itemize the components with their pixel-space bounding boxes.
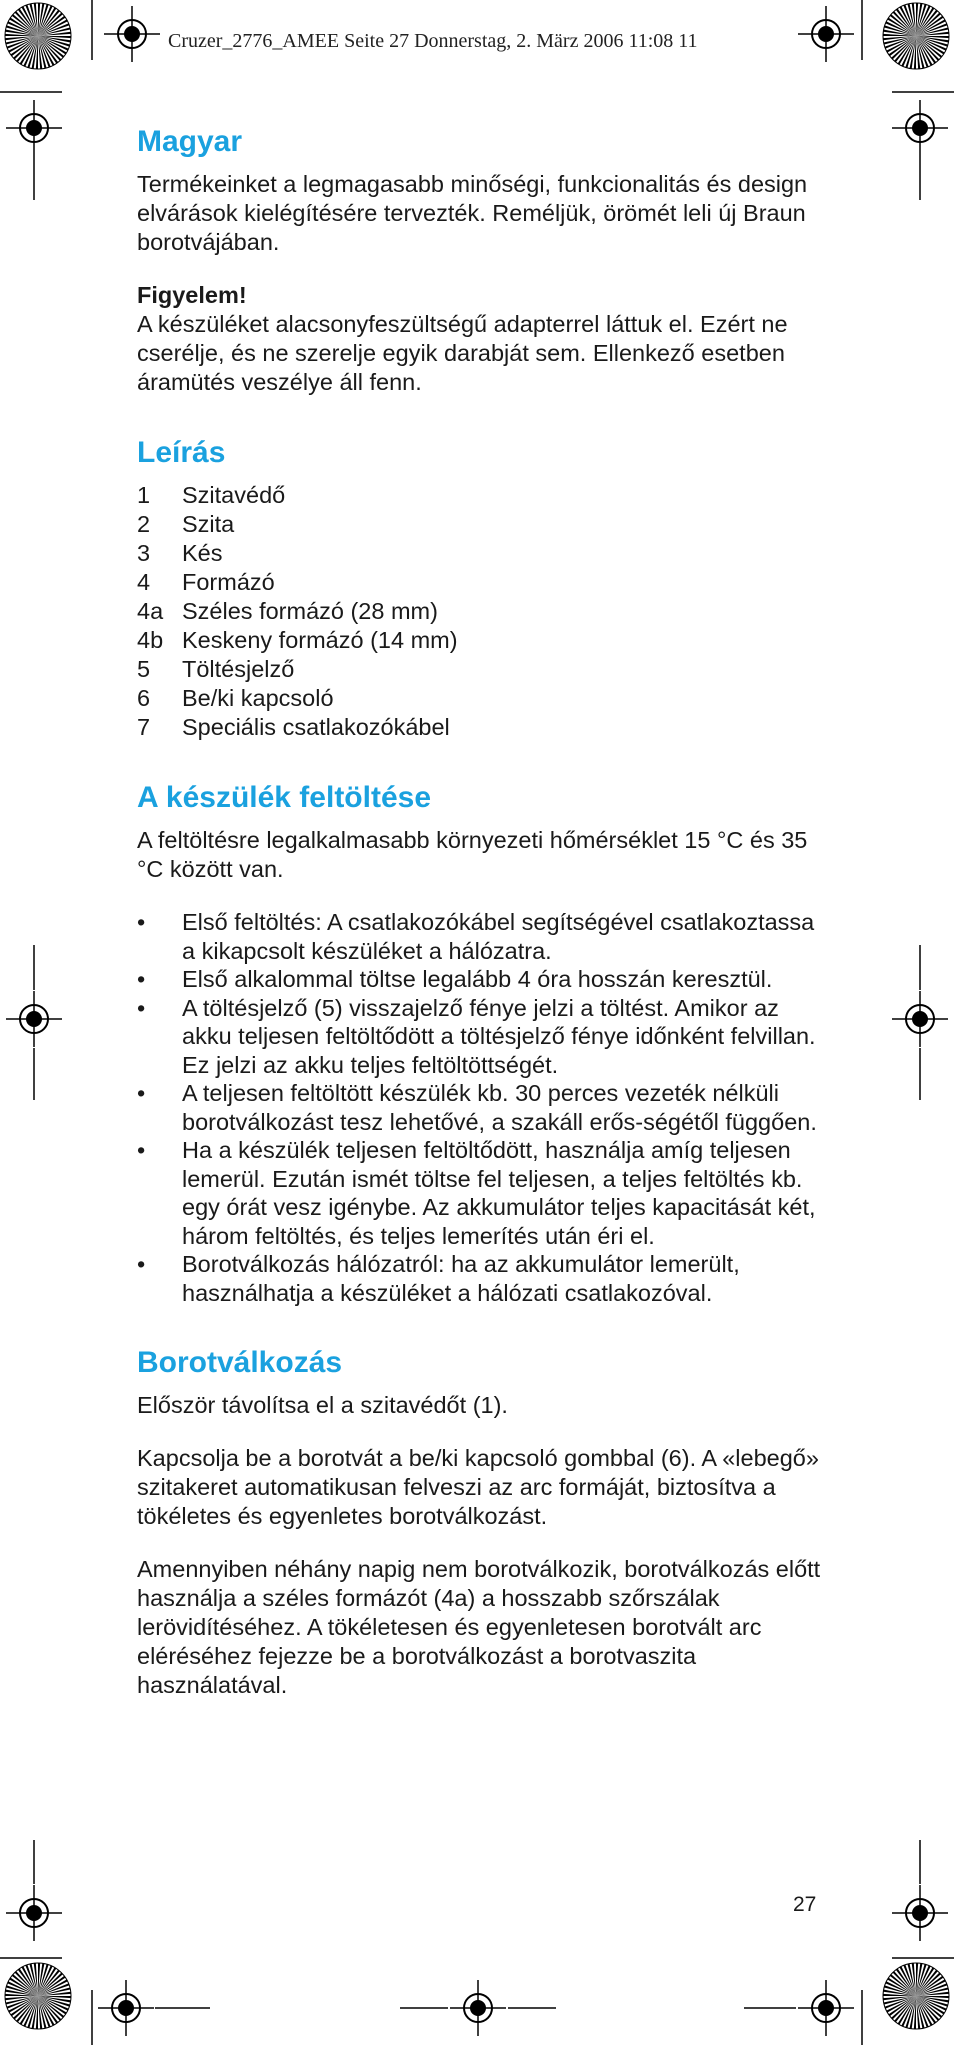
starburst-mark-icon xyxy=(4,2,72,75)
parts-list-item: 5 Töltésjelző xyxy=(137,656,295,682)
heading-shaving: Borotválkozás xyxy=(137,1346,343,1379)
heading-charging: A készülék feltöltése xyxy=(137,781,432,814)
bullet-item: • Első feltöltés: A csatlakozókábel segítségével csatlakoztassa a kikapcsolt készüléket a hálózatra. xyxy=(137,909,815,964)
bullet-item: • A töltésjelző (5) visszajelző fénye jelzi a töltést. Amikor az akku teljesen feltöltődött a töltésjelző fénye időnként felvillan. Ez jelzi az akku teljes feltöltöttségét. xyxy=(137,994,816,1078)
warning-title: Figyelem! xyxy=(137,282,247,308)
parts-list-item: 3 Kés xyxy=(137,540,223,566)
starburst-mark-icon xyxy=(4,1962,72,2035)
heading-leiras: Leírás xyxy=(137,436,226,469)
bullet-item: • Első alkalommal töltse legalább 4 óra hosszán keresztül. xyxy=(137,966,773,992)
parts-list-item: 4b Keskeny formázó (14 mm) xyxy=(137,627,458,653)
parts-list-item: 4a Széles formázó (28 mm) xyxy=(137,598,438,624)
starburst-mark-icon xyxy=(882,2,950,75)
print-slug-header: Cruzer_2776_AMEE Seite 27 Donnerstag, 2. März 2006 11:08 11 xyxy=(168,30,698,52)
charging-intro: A feltöltésre legalkalmasabb környezeti hőmérséklet 15 °C és 35 °C között van. xyxy=(137,827,808,882)
parts-list-item: 2 Szita xyxy=(137,511,235,537)
parts-list-item: 4 Formázó xyxy=(137,569,275,595)
bullet-item: • Ha a készülék teljesen feltöltődött, használja amíg teljesen lemerül. Ezután ismét töltse fel teljesen, a teljes feltöltés kb. egy órát vesz igénybe. Az akkumulátor teljes kapacitását két, három feltöltés, és teljes lemerítés után éri el. xyxy=(137,1137,816,1249)
bullet-item: • Borotválkozás hálózatról: ha az akkumulátor lemerült, használhatja a készüléket a hálózati csatlakozóval. xyxy=(137,1251,740,1306)
page-number: 27 xyxy=(793,1893,817,1916)
intro-paragraph: Termékeinket a legmagasabb minőségi, funkcionalitás és design elvárások kielégítésére tervezték. Reméljük, örömét leli új Braun borotvájában. xyxy=(137,171,808,255)
shaving-paragraph: Először távolítsa el a szitavédőt (1). xyxy=(137,1392,508,1418)
bullet-item: • A teljesen feltöltött készülék kb. 30 perces vezeték nélküli borotválkozást tesz lehetővé, a szakáll erős-ségétől függően. xyxy=(137,1080,817,1135)
starburst-mark-icon xyxy=(882,1962,950,2035)
warning-text: A készüléket alacsonyfeszültségű adapterrel láttuk el. Ezért ne cserélje, és ne szerelje egyik darabját sem. Ellenkező esetben áramütés veszélye áll fenn. xyxy=(137,311,788,395)
parts-list-item: 1 Szitavédő xyxy=(137,482,286,508)
heading-magyar: Magyar xyxy=(137,125,243,158)
shaving-paragraph: Amennyiben néhány napig nem borotválkozik, borotválkozás előtt használja a széles formázót (4a) a hosszabb szőrszálak lerövidítéséhez. A tökéletesen és egyenletesen borotvált arc eléréséhez fejezze be a borotválkozást a borotvaszita használatával. xyxy=(137,1556,821,1698)
parts-list-item: 6 Be/ki kapcsoló xyxy=(137,685,334,711)
parts-list-item: 7 Speciális csatlakozókábel xyxy=(137,714,450,740)
shaving-paragraph: Kapcsolja be a borotvát a be/ki kapcsoló gombbal (6). A «lebegő» szitakeret automatikusan felveszi az arc formáját, biztosítva a tökéletes és egyenletes borotválkozást. xyxy=(137,1445,819,1529)
